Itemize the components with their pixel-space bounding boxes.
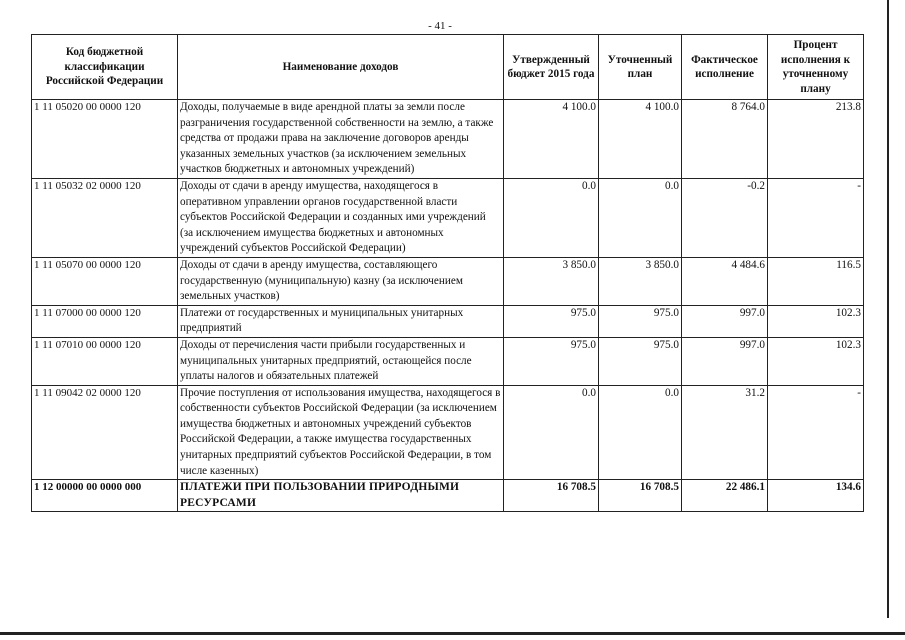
- row-name: Доходы, получаемые в виде арендной платы за земли после разграничения государственной собственности на землю, а также средства от продажи права на заключение договоров аренды указанных земельных участков (за исключением земельных участков бюджетных и автономных учреждений): [178, 100, 504, 179]
- table-row: [32, 257, 864, 305]
- row-percent: 102.3: [768, 305, 864, 337]
- row-revised: 975.0: [599, 305, 682, 337]
- row-revised: 3 850.0: [599, 257, 682, 305]
- row-percent: -: [768, 178, 864, 257]
- row-percent: 213.8: [768, 100, 864, 179]
- row-percent: 134.6: [768, 480, 864, 512]
- row-approved: 0.0: [504, 178, 599, 257]
- row-approved: 0.0: [504, 385, 599, 480]
- row-code: 1 11 07000 00 0000 120: [32, 305, 178, 337]
- row-actual: -0.2: [682, 178, 768, 257]
- row-actual: 997.0: [682, 305, 768, 337]
- row-code: 1 11 09042 02 0000 120: [32, 385, 178, 480]
- row-percent: 102.3: [768, 337, 864, 385]
- row-revised: 16 708.5: [599, 480, 682, 512]
- header-actual: Фактическое исполнение: [682, 35, 768, 100]
- row-name: Прочие поступления от использования имущества, находящегося в собственности субъектов Российской Федерации (за исключением имущества бюджетных и автономных учреждений субъектов Российской Федерации, а также имущества государственных унитарных предприятий субъектов Российской Федерации, в том числе казенных): [178, 385, 504, 480]
- row-approved: 4 100.0: [504, 100, 599, 179]
- row-approved: 975.0: [504, 337, 599, 385]
- row-actual: 997.0: [682, 337, 768, 385]
- table-header-row: [32, 35, 864, 100]
- table-row: [32, 337, 864, 385]
- row-code: 1 11 05020 00 0000 120: [32, 100, 178, 179]
- header-approved: Утвержденный бюджет 2015 года: [504, 35, 599, 100]
- row-percent: -: [768, 385, 864, 480]
- row-actual: 31.2: [682, 385, 768, 480]
- row-revised: 975.0: [599, 337, 682, 385]
- revenue-table: [31, 34, 864, 512]
- row-code: 1 11 05070 00 0000 120: [32, 257, 178, 305]
- row-actual: 8 764.0: [682, 100, 768, 179]
- header-code: Код бюджетной классификации Российской Федерации: [32, 35, 178, 100]
- row-name: ПЛАТЕЖИ ПРИ ПОЛЬЗОВАНИИ ПРИРОДНЫМИ РЕСУРСАМИ: [178, 480, 504, 512]
- table-row: [32, 305, 864, 337]
- row-revised: 0.0: [599, 385, 682, 480]
- row-code: 1 11 07010 00 0000 120: [32, 337, 178, 385]
- row-code: 1 11 05032 02 0000 120: [32, 178, 178, 257]
- row-approved: 3 850.0: [504, 257, 599, 305]
- table-row-section: [32, 480, 864, 512]
- page-edge-bottom: [0, 632, 905, 635]
- table-row: [32, 100, 864, 179]
- row-name: Доходы от сдачи в аренду имущества, составляющего государственную (муниципальную) казну (за исключением земельных участков): [178, 257, 504, 305]
- header-name: Наименование доходов: [178, 35, 504, 100]
- page-number: - 41 -: [428, 20, 452, 32]
- header-revised: Уточненный план: [599, 35, 682, 100]
- row-approved: 975.0: [504, 305, 599, 337]
- row-name: Доходы от сдачи в аренду имущества, находящегося в оперативном управлении органов государственной власти субъектов Российской Федерации и созданных ими учреждений (за исключением имущества бюджетных и автономных учреждений субъектов Российской Федерации): [178, 178, 504, 257]
- row-approved: 16 708.5: [504, 480, 599, 512]
- page-edge-right: [887, 0, 889, 618]
- header-percent: Процент исполнения к уточненному плану: [768, 35, 864, 100]
- row-actual: 4 484.6: [682, 257, 768, 305]
- row-name: Доходы от перечисления части прибыли государственных и муниципальных унитарных предприятий, остающейся после уплаты налогов и обязательных платежей: [178, 337, 504, 385]
- row-name: Платежи от государственных и муниципальных унитарных предприятий: [178, 305, 504, 337]
- table-row: [32, 385, 864, 480]
- row-code: 1 12 00000 00 0000 000: [32, 480, 178, 512]
- row-revised: 0.0: [599, 178, 682, 257]
- row-percent: 116.5: [768, 257, 864, 305]
- table-row: [32, 178, 864, 257]
- row-actual: 22 486.1: [682, 480, 768, 512]
- row-revised: 4 100.0: [599, 100, 682, 179]
